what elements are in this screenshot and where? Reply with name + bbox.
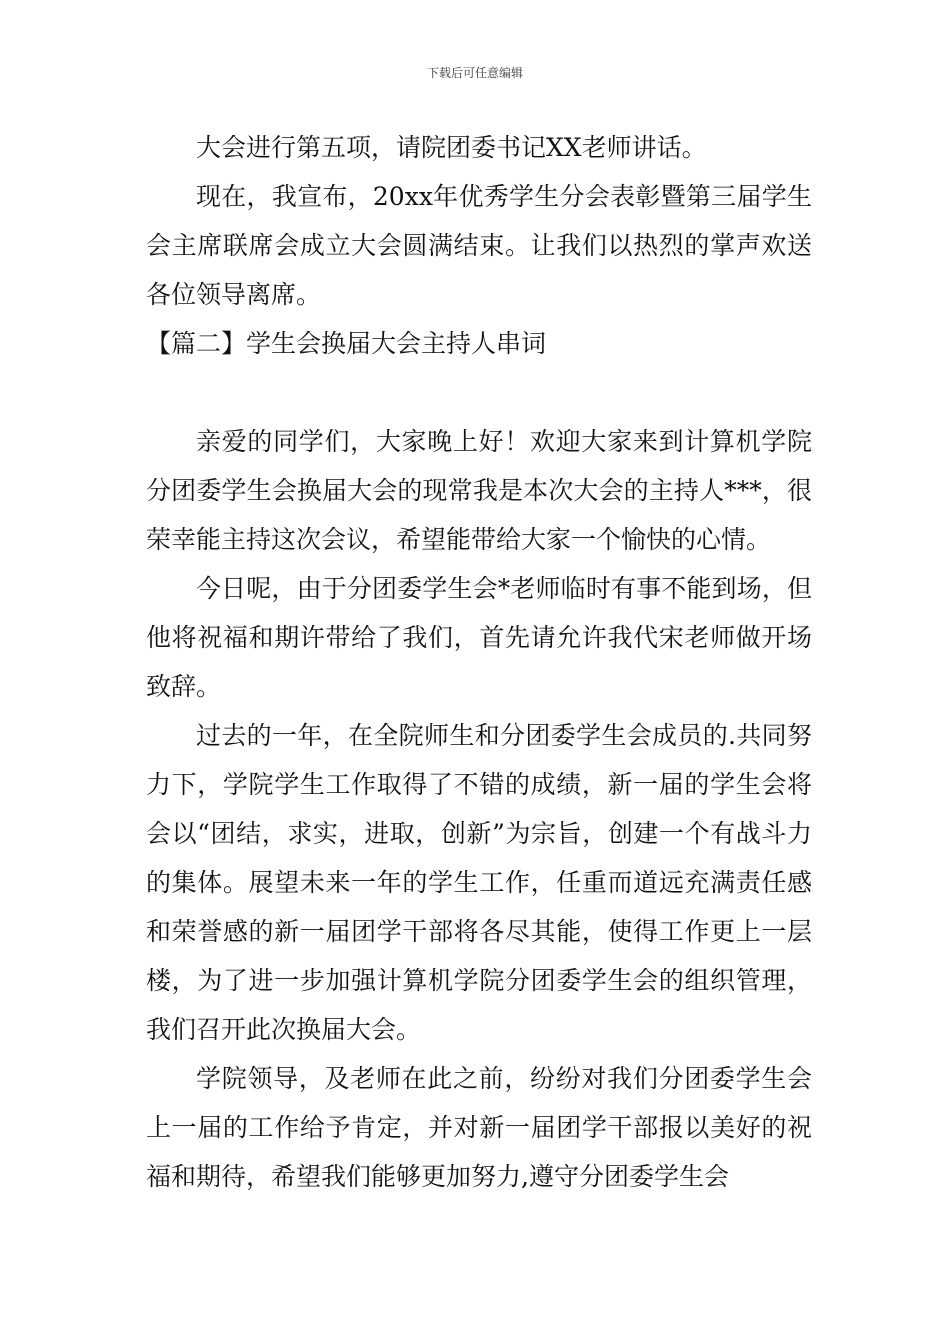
document-body — [146, 123, 812, 1201]
paragraph-closing-announcement: 现在，我宣布，20xx年优秀学生分会表彰暨第三届学生会主席联席会成立大会圆满结束。让我们以热烈的掌声欢送各位领导离席。 — [146, 182, 812, 309]
paragraph-teacher-absence: 今日呢，由于分团委学生会*老师临时有事不能到场，但他将祝福和期许带给了我们，首先请允许我代宋老师做开场致辞。 — [146, 574, 812, 701]
paragraph-past-year: 过去的一年，在全院师生和分团委学生会成员的.共同努力下，学院学生工作取得了不错的成绩，新一届的学生会将会以“团结，求实，进取，创新”为宗旨，创建一个有战斗力的集体。展望未来一年的学生工作，任重而道远充满责任感和荣誉感的新一届团学干部将各尽其能，使得工作更上一层楼，为了进一步加强计算机学院分团委学生会的组织管理，我们召开此次换届大会。 — [146, 721, 812, 1044]
paragraph-leadership: 学院领导，及老师在此之前，纷纷对我们分团委学生会上一届的工作给予肯定，并对新一届团学干部报以美好的祝福和期待，希望我们能够更加努力,遵守分团委学生会 — [146, 1064, 812, 1191]
paragraph-greeting: 亲爱的同学们，大家晚上好！欢迎大家来到计算机学院分团委学生会换届大会的现常我是本次大会的主持人***，很荣幸能主持这次会议，希望能带给大家一个愉快的心情。 — [146, 427, 812, 554]
paragraph-closing-item: 大会进行第五项，请院团委书记XX老师讲话。 — [196, 133, 707, 162]
section-heading: 【篇二】学生会换届大会主持人串词 — [146, 329, 547, 358]
blank-line — [146, 368, 812, 417]
page-header: 下载后可任意编辑 — [426, 66, 523, 80]
